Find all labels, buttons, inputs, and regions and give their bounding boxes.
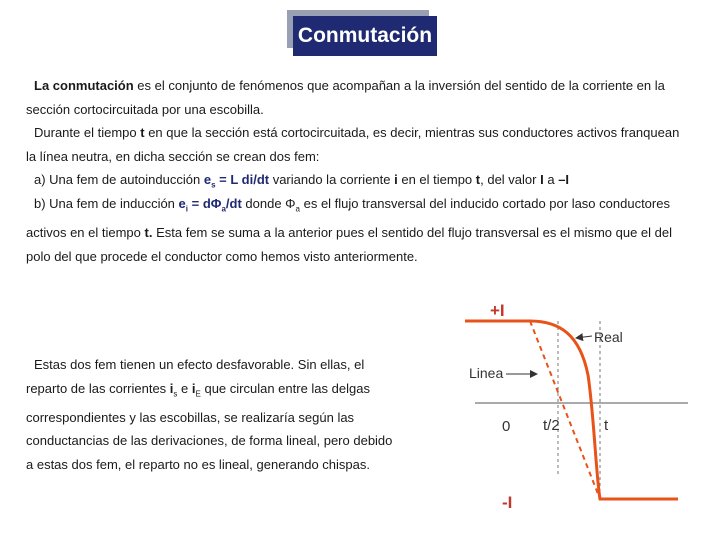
paragraph-duration (26, 121, 688, 168)
paragraph-fem-b: b) Una fem de inducción $e_i = d\Phi_a/dt$ donde $\Phi_a$ es el flujo transversal del inducido cortado por laso conductores activos en el tiempo t. Esta fem se suma a la anterior pues el sentido del flujo transversal es el mismo que el del polo del que procede el conductor como hemos visto anteriormente. (26, 196, 673, 264)
term-conmutacion: La conmutación (34, 78, 134, 93)
real-label: Real (594, 329, 623, 345)
fem-b-text: b) Una fem de inducción (34, 196, 179, 211)
duration-t: t (140, 125, 145, 140)
real-arrow (576, 336, 592, 338)
real-curve (465, 321, 678, 499)
linea-label: Linea (469, 365, 504, 381)
fem-a-text: a) Una fem de autoinducción (34, 172, 204, 187)
page-title: Conmutación (293, 16, 437, 56)
zero-label: 0 (502, 418, 511, 435)
linear-curve (530, 321, 600, 499)
duration-text-a: Durante el tiempo (34, 125, 141, 140)
half-time-label: t/2 (543, 417, 560, 434)
duration-text-b: en que la sección está cortocircuitada, es decir, mientras sus conductores activos franquean la línea neutra, en dicha sección se crean dos fem: (26, 125, 680, 164)
paragraph-definition (26, 74, 688, 121)
definition-text: es el conjunto de fenómenos que acompañan a la inversión del sentido de la corriente en la sección cortocircuitada por una escobilla. (26, 78, 665, 117)
paragraph-effect: Estas dos fem tienen un efecto desfavorable. Sin ellas, el reparto de las corrientes $i_s$ e $i_E$ que circulan entre las delgas correspondientes y las escobillas, se realizaría según las conductancias de las derivaciones, de forma lineal, pero debido a estas dos fem, el reparto no es lineal, generando chispas. (26, 357, 393, 472)
fem-b-formula: $e_i = d\Phi_a/dt$ (178, 196, 242, 214)
t-label: t (604, 417, 609, 434)
paragraph-fem-a: a) Una fem de autoinducción $e_s = L$ di/dt variando la corriente i en el tiempo t, del valor I a –I (34, 172, 570, 190)
fem-a-formula: $e_s = L$ di/dt (203, 172, 270, 190)
plus-i-label: +I (490, 301, 505, 320)
minus-i-label: -I (502, 493, 513, 512)
commutation-graph (440, 285, 700, 520)
